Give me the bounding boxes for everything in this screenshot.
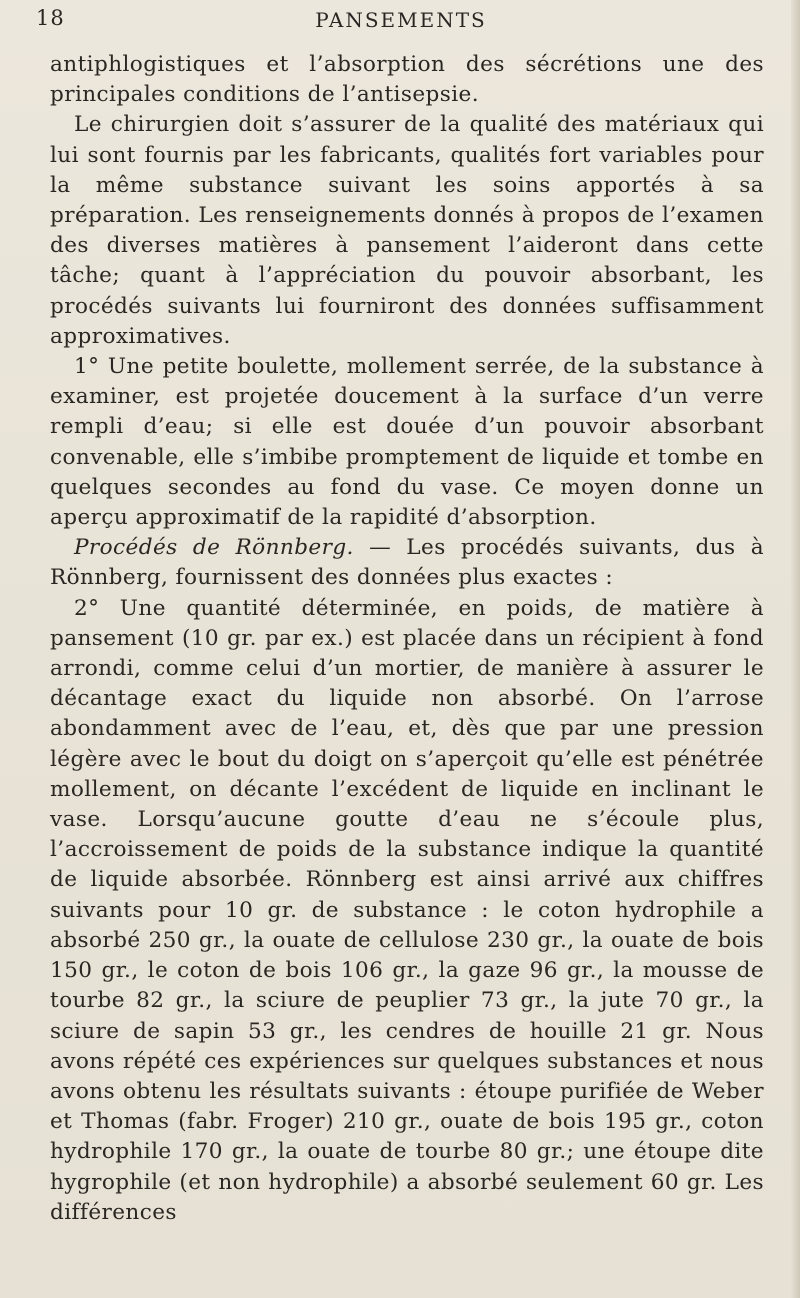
paragraph-text: 1° Une petite boulette, mollement serrée, de la substance à examiner, est projetée doucement à la surface d’un verre rempli d’eau; si elle est douée d’un pouvoir absorbant convenable, elle s’imbibe promptement de liquide et tombe en quelques secondes au fond du vase. Ce moyen donne un aperçu approximatif de la rapidité d’absorption. (50, 354, 764, 531)
paragraph-method-1 (50, 352, 764, 533)
paragraph-text: Le chirurgien doit s’assurer de la qualité des matériaux qui lui sont fournis par les fabricants, qualités fort variables pour la même substance suivant les soins apportés à sa préparation. Les renseignements donnés à propos de l’examen des diverses matières à pansement l’aideront dans cette tâche; quant à l’appréciation du pouvoir absorbant, les procédés suivants lui fourniront des données suffisamment approximatives. (50, 112, 764, 349)
page-number: 18 (36, 6, 65, 30)
running-title: PANSEMENTS (315, 8, 487, 32)
page-edge (791, 0, 800, 1298)
paragraph-text: 2° Une quantité déterminée, en poids, de matière à pansement (10 gr. par ex.) est placée dans un récipient à fond arrondi, comme celui d’un mortier, de manière à assurer le décantage exact du liquide non absorbé. On l’arrose abondamment avec de l’eau, et, dès que par une pression légère avec le bout du doigt on s’aperçoit qu’elle est pénétrée mollement, on décante l’excédent de liquide en inclinant le vase. Lorsqu’aucune goutte d’eau ne s’écoule plus, l’accroissement de poids de la substance indique la quantité de liquide absorbée. Rönnberg est ainsi arrivé aux chiffres suivants pour 10 gr. de substance : le coton hydrophile a absorbé 250 gr., la ouate de cellulose 230 gr., la ouate de bois 150 gr., le coton de bois 106 gr., la gaze 96 gr., la mousse de tourbe 82 gr., la sciure de peuplier 73 gr., la jute 70 gr., la sciure de sapin 53 gr., les cendres de houille 21 gr. Nous avons répété ces expériences sur quelques substances et nous avons obtenu les résultats suivants : étoupe purifiée de Weber et Thomas (fabr. Froger) 210 gr., ouate de bois 195 gr., coton hydrophile 170 gr., la ouate de tourbe 80 gr.; une étoupe dite hygrophile (et non hydrophile) a absorbé seulement 60 gr. Les différences (50, 595, 764, 1225)
section-lead-italic: Procédés de Rönnberg. (74, 535, 354, 561)
paragraph-method-2 (50, 594, 764, 1228)
body-text (50, 50, 764, 1228)
paragraph-intro-continuation (50, 50, 764, 110)
paragraph-text: antiphlogistiques et l’absorption des sécrétions une des principales conditions de l’antisepsie. (50, 52, 764, 108)
paragraph-ronnberg-heading (50, 533, 764, 593)
paragraph-chirurgien (50, 110, 764, 352)
paragraph-text: — Les procédés suivants, dus à Rönnberg, fournissent des données plus exactes : (50, 535, 765, 591)
page-header (36, 6, 766, 36)
